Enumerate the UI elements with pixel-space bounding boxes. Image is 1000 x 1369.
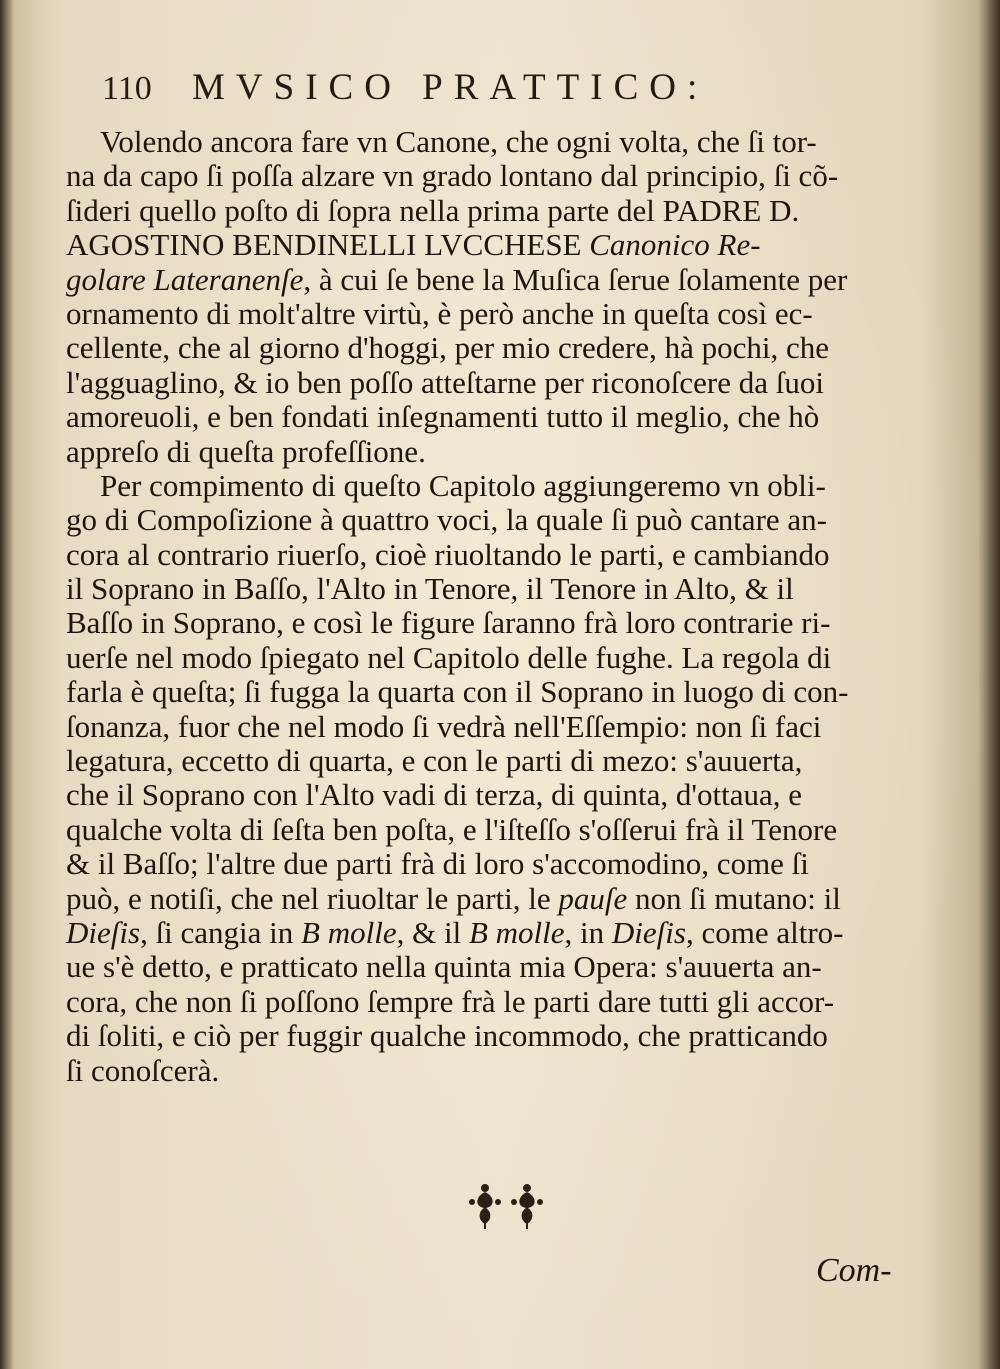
text-line: ue s'è detto, e pratticato nella quinta mia Opera: s'auuerta an- [66, 949, 822, 985]
catchword: Com- [816, 1252, 892, 1289]
text-line: Per compimento di queſto Capitolo aggiungeremo vn obli- [100, 467, 826, 503]
text-line: può, e notiſi, che nel riuoltar le parti, le pauſe non ſi mutano: il [66, 880, 841, 916]
text-line: che il Soprano con l'Alto vadi di terza, di quinta, d'ottaua, e [66, 777, 803, 813]
text-line: ſonanza, fuor che nel modo ſi vedrà nell'Eſſempio: non ſi faci [66, 708, 822, 744]
text-line: il Soprano in Baſſo, l'Alto in Tenore, il Tenore in Alto, & il [66, 571, 794, 607]
text-line: ſi conoſcerà. [66, 1052, 220, 1088]
text-line: cora al contrario riuerſo, cioè riuoltando le parti, e cambiando [66, 536, 830, 572]
text-line: na da capo ſi poſſa alzare vn grado lontano dal principio, ſi cõ- [66, 158, 839, 194]
running-title: MVSICO PRATTICO: [192, 67, 709, 108]
name-text: AGOSTINO BENDINELLI LVCCHESE Canonico Re- [66, 227, 761, 263]
text-line [66, 228, 941, 262]
text-line: l'agguaglino, & io ben poſſo atteſtarne per riconoſcere da ſuoi [66, 364, 824, 400]
text-line: golare Lateranenſe, à cui ſe bene la Muſica ſerue ſolamente per [66, 261, 848, 297]
fleuron-ornament-icon [464, 1178, 548, 1230]
text-line: go di Compoſizione à quattro voci, la quale ſi può cantare an- [66, 502, 827, 538]
text-line: cora, che non ſi poſſono ſempre frà le parti dare tutti gli accor- [66, 983, 835, 1019]
page-edge-shadow-left [0, 0, 14, 1369]
text-line: ornamento di molt'altre virtù, è però anche in queſta così ec- [66, 295, 813, 331]
text-line: uerſe nel modo ſpiegato nel Capitolo delle fughe. La regola di [66, 639, 832, 675]
text-line: ſideri quello poſto di ſopra nella prima parte del PADRE D. [66, 192, 800, 228]
text-line: Volendo ancora fare vn Canone, che ogni volta, che ſi tor- [100, 124, 817, 159]
text-line: di ſoliti, e ciò per fuggir qualche incommodo, che pratticando [66, 1018, 828, 1054]
text-line: amoreuoli, e ben fondati inſegnamenti tutto il meglio, che hò [66, 399, 820, 435]
body-text [66, 125, 941, 1088]
page-edge-shadow-right [978, 0, 1000, 1369]
text-line: cellente, che al giorno d'hoggi, per mio credere, hà pochi, che [66, 330, 830, 366]
text-line: Baſſo in Soprano, e così le figure ſaranno frà loro contrarie ri- [66, 605, 831, 641]
text-line: & il Baſſo; l'altre due parti frà di loro s'accomodino, come ſi [66, 846, 809, 882]
page-number: 110 [102, 70, 152, 107]
text-line: qualche volta di ſeſta ben poſta, e l'iſteſſo s'oſſerui frà il Tenore [66, 811, 838, 847]
text-line: Dieſis, ſi cangia in B molle, & il B molle, in Dieſis, come altro- [66, 914, 844, 950]
text-line: appreſo di queſta profeſſione. [66, 433, 426, 469]
text-line: legatura, eccetto di quarta, e con le parti di mezo: s'auuerta, [66, 743, 803, 779]
page-header [102, 66, 862, 116]
text-line: farla è queſta; ſi fugga la quarta con il Soprano in luogo di con- [66, 674, 849, 710]
